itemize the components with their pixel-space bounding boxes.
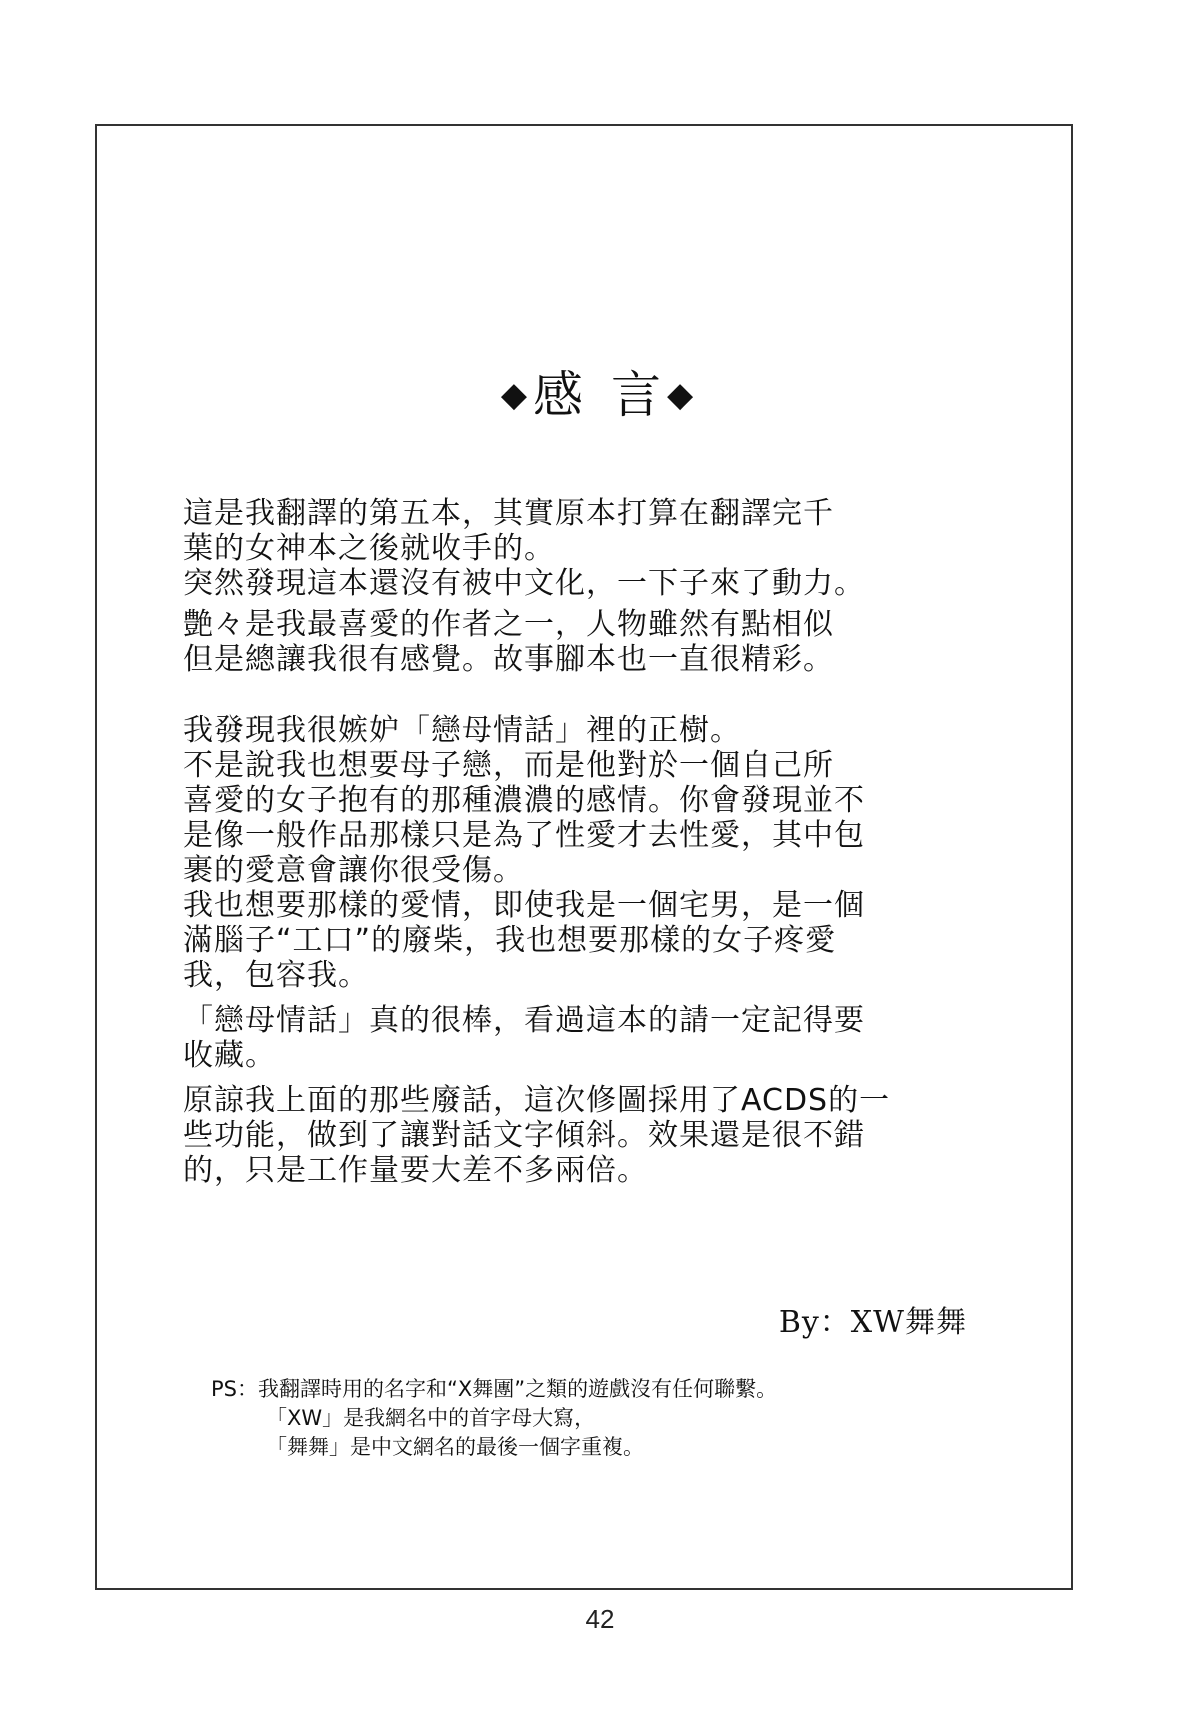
- signature: By：XW舞舞: [778, 1305, 967, 1340]
- paragraph-4: 「戀母情話」真的很棒，看過這本的請一定記得要 收藏。: [183, 1003, 865, 1073]
- diamond-left-icon: ◆: [500, 375, 534, 415]
- postscript-line-1: PS：我翻譯時用的名字和“X舞團”之類的遊戲沒有任何聯繫。: [211, 1377, 778, 1401]
- postscript-line-3: 「舞舞」是中文網名的最後一個字重複。: [266, 1435, 644, 1459]
- paragraph-1: 這是我翻譯的第五本，其實原本打算在翻譯完千 葉的女神本之後就收手的。 突然發現這本還沒有被中文化，一下子來了動力。: [183, 496, 865, 601]
- postscript-line-2: 「XW」是我網名中的首字母大寫，: [266, 1406, 596, 1430]
- postscript: [211, 1375, 777, 1462]
- diamond-right-icon: ◆: [666, 375, 700, 415]
- paragraph-5: 原諒我上面的那些廢話，這次修圖採用了ACDS的一 些功能，做到了讓對話文字傾斜。效果還是很不錯 的，只是工作量要大差不多兩倍。: [183, 1083, 891, 1188]
- afterword-body: [183, 496, 1013, 1188]
- page-title: [0, 365, 1200, 425]
- title-text: 感 言: [533, 366, 667, 424]
- paragraph-2: 艶々是我最喜愛的作者之一，人物雖然有點相似 但是總讓我很有感覺。故事腳本也一直很精彩。: [183, 607, 834, 677]
- paragraph-3: 我發現我很嫉妒「戀母情話」裡的正樹。 不是說我也想要母子戀，而是他對於一個自己所 喜愛的女子抱有的那種濃濃的感情。你會發現並不 是像一般作品那樣只是為了性愛才去性愛，其中包 裹的愛意會讓你很受傷。 我也想要那樣的愛情，即使我是一個宅男，是一個 滿腦子“工口”的廢柴，我也想要那樣的女子疼愛 我，包容我。: [183, 713, 865, 993]
- page-number: 42: [585, 1604, 615, 1634]
